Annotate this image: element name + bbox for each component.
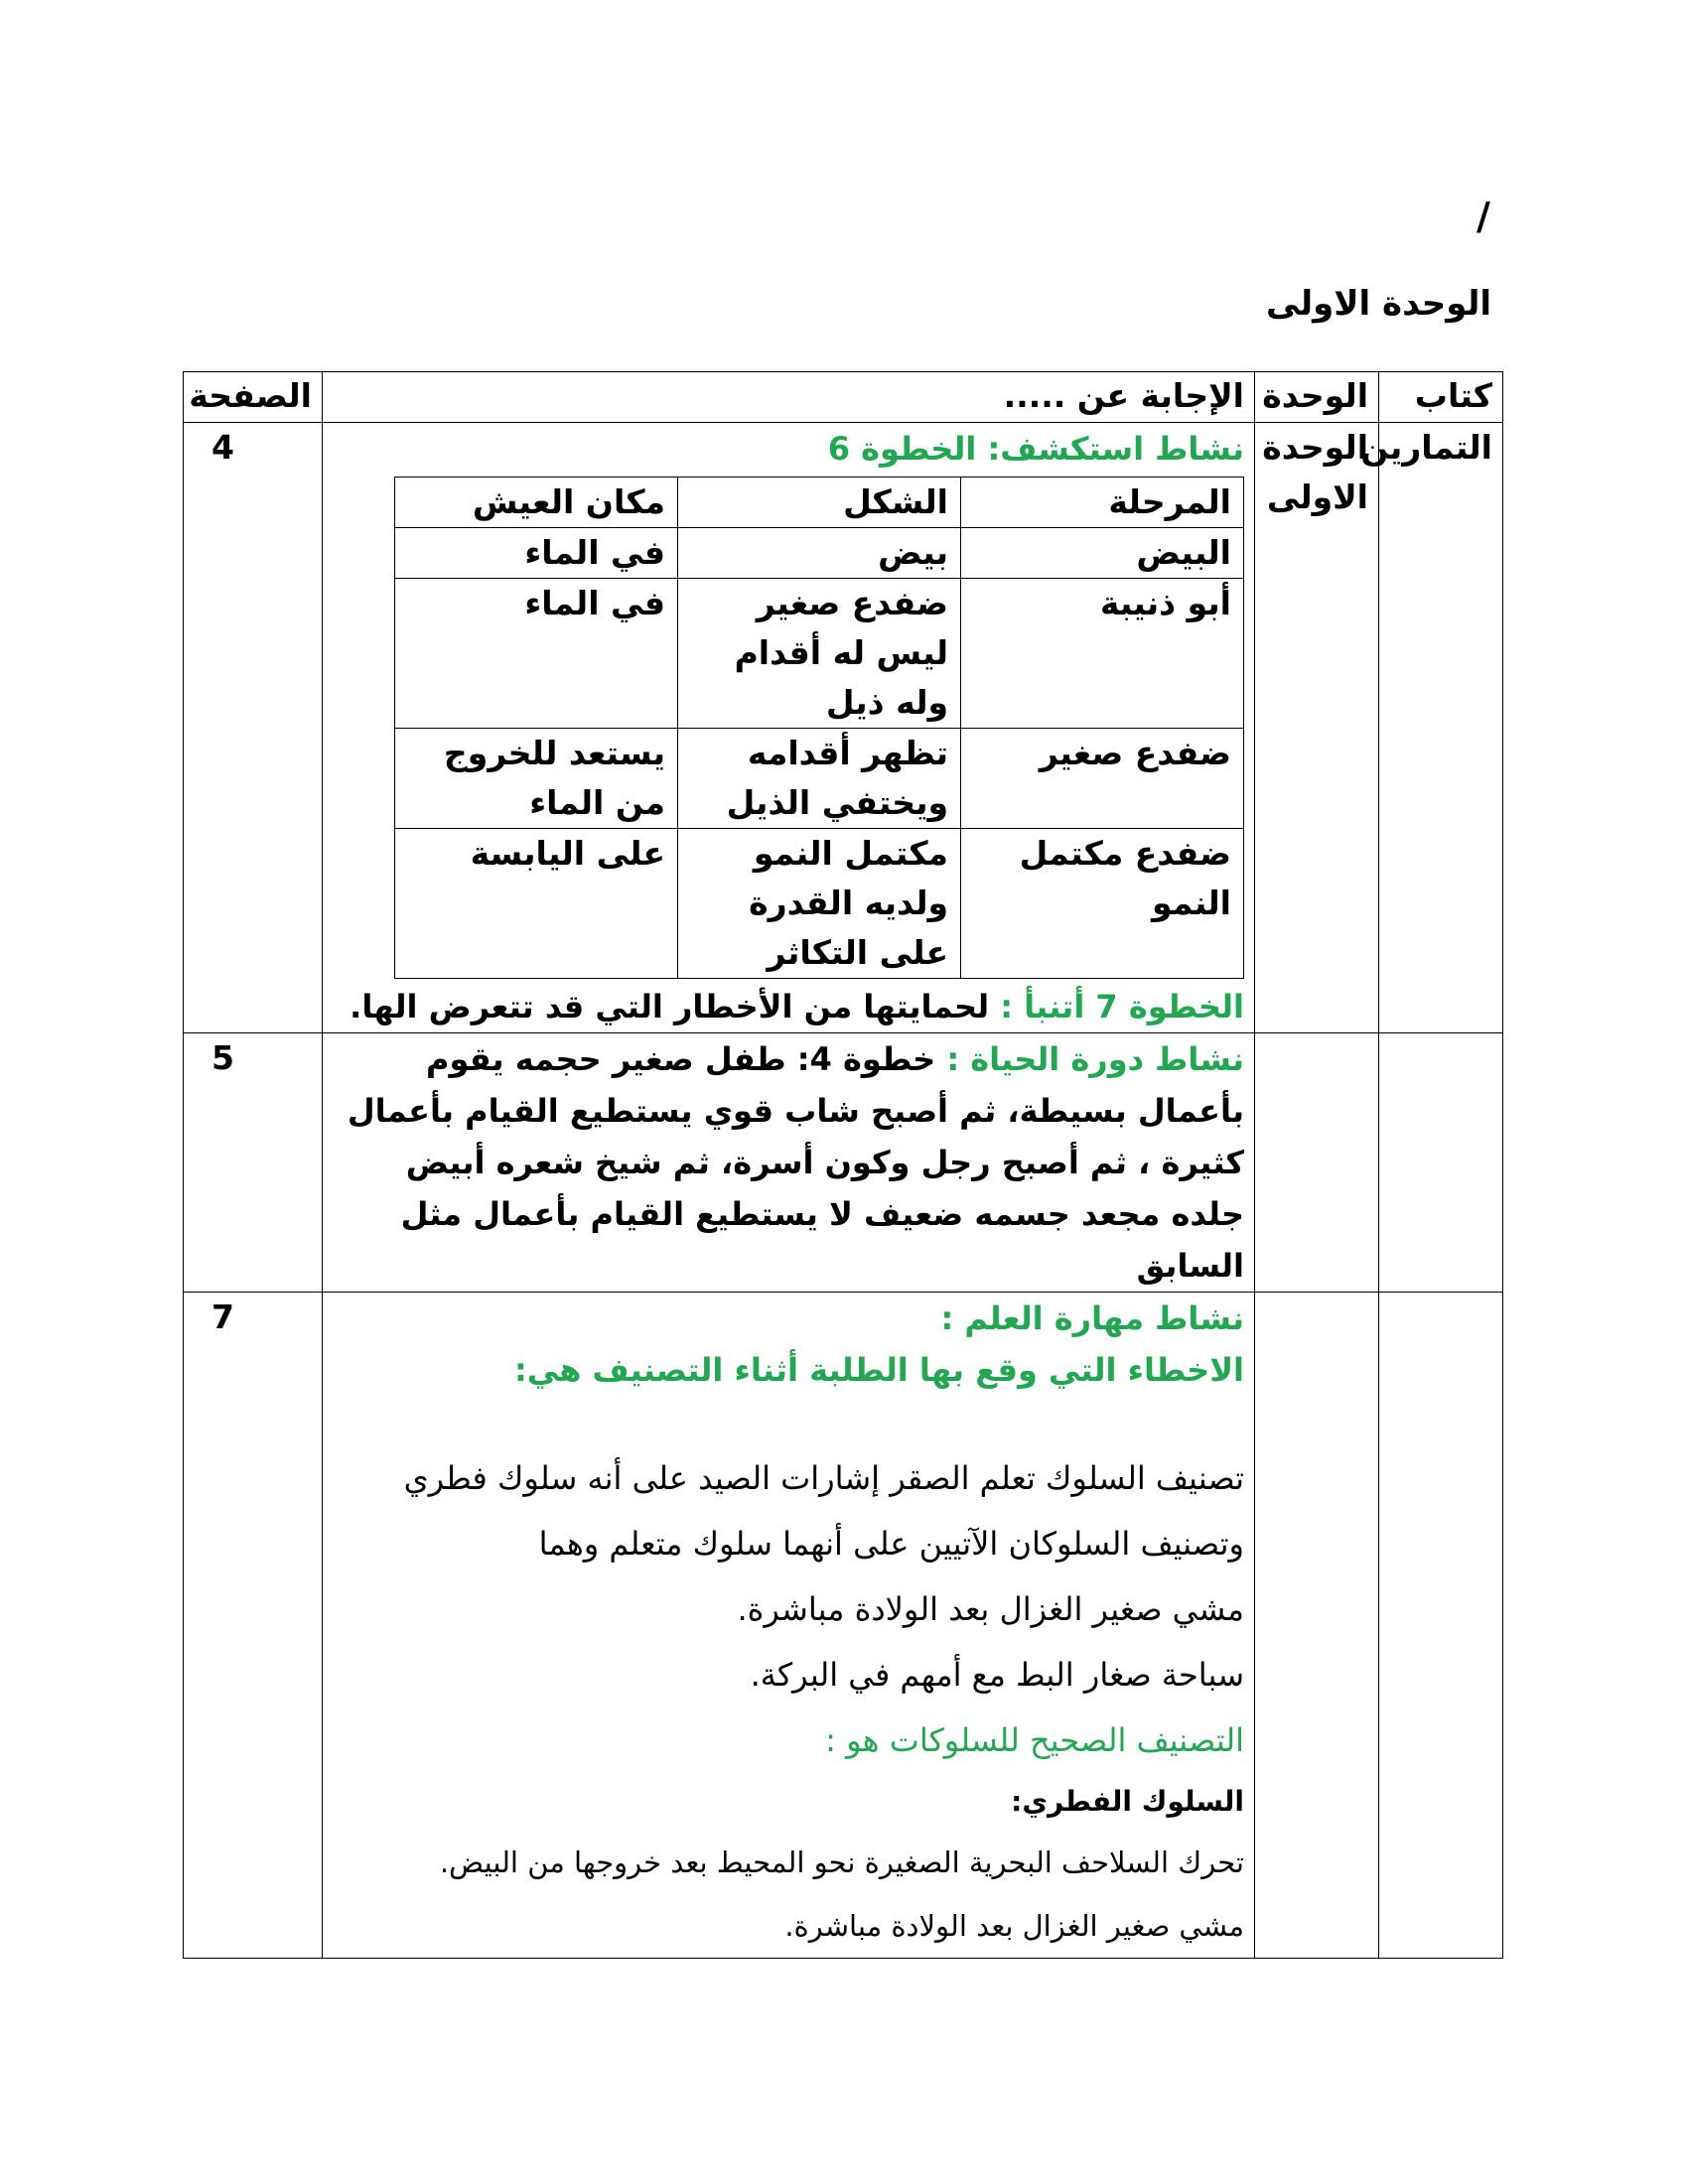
activity-title: نشاط استكشف: الخطوة 6 — [827, 430, 1244, 468]
innate-item: تحرك السلاحف البحرية الصغيرة نحو المحيط بعد خروجها من البيض. — [439, 1845, 1244, 1879]
errors-text: تصنيف السلوك تعلم الصقر إشارات الصيد على أنه سلوك فطري وتصنيف السلوكان الآتيين على أنهما سلوك متعلم وهما — [403, 1459, 1244, 1563]
lifecycle-header-cell: المرحلة — [961, 478, 1244, 528]
lifecycle-header-cell: مكان العيش — [395, 478, 678, 528]
errors-title: الاخطاء التي وقع بها الطلبة أثناء التصنيف هي: — [514, 1351, 1244, 1389]
lifecycle-cell: ضفدع صغير — [961, 729, 1244, 829]
table-row — [184, 1293, 1503, 1959]
lifecycle-cell: البيض — [961, 528, 1244, 579]
innate-item: مشي صغير الغزال بعد الولادة مباشرة. — [784, 1909, 1244, 1943]
step7-text: لحمايتها من الأخطار التي قد تتعرض الها. — [350, 988, 990, 1025]
page-cell: 4 — [184, 423, 323, 1033]
unit-cell — [1255, 1033, 1379, 1293]
activity-label: نشاط دورة الحياة : — [946, 1040, 1244, 1078]
lifecycle-cell: بيض — [678, 528, 961, 579]
lifecycle-cell: أبو ذنيبة — [961, 579, 1244, 729]
book-cell — [1379, 1033, 1503, 1293]
header-row — [184, 372, 1503, 423]
page-cell: 5 — [184, 1033, 323, 1293]
answers-table — [183, 371, 1503, 1959]
lifecycle-cell: في الماء — [395, 528, 678, 579]
lifecycle-header-row — [395, 478, 1244, 528]
lifecycle-row — [395, 829, 1244, 979]
step7-line — [333, 981, 1244, 1032]
unit-cell — [1255, 1293, 1379, 1959]
lifecycle-row — [395, 579, 1244, 729]
header-book: كتاب — [1379, 372, 1503, 423]
lifecycle-cell: مكتمل النمو ولديه القدرة على التكاثر — [678, 829, 961, 979]
page-heading: الوحدة الاولى — [1265, 284, 1491, 324]
unit-cell: الوحدة الاولى — [1255, 423, 1379, 1033]
page-cell: 7 — [184, 1293, 323, 1959]
header-unit: الوحدة — [1255, 372, 1379, 423]
answer-cell — [323, 1293, 1255, 1959]
step7-label: الخطوة 7 أتنبأ : — [1000, 988, 1244, 1025]
table-row — [184, 423, 1503, 1033]
lifecycle-cell: في الماء — [395, 579, 678, 729]
lifecycle-cell: يستعد للخروج من الماء — [395, 729, 678, 829]
book-cell — [1379, 1293, 1503, 1959]
lifecycle-cell: ضفدع صغير ليس له أقدام وله ذيل — [678, 579, 961, 729]
lifecycle-table — [394, 477, 1244, 979]
header-answer: الإجابة عن ..... — [323, 372, 1255, 423]
correct-title: التصنيف الصحيح للسلوكات هو : — [825, 1721, 1244, 1759]
top-mark: / — [1477, 195, 1490, 238]
lifecycle-cell: تظهر أقدامه ويختفي الذيل — [678, 729, 961, 829]
life-cycle-activity — [333, 1033, 1244, 1292]
error-item: مشي صغير الغزال بعد الولادة مباشرة. — [737, 1590, 1244, 1628]
lifecycle-row — [395, 528, 1244, 579]
lifecycle-cell: ضفدع مكتمل النمو — [961, 829, 1244, 979]
innate-label: السلوك الفطري: — [1011, 1785, 1244, 1818]
error-item: سباحة صغار البط مع أمهم في البركة. — [750, 1656, 1244, 1694]
lifecycle-cell: على اليابسة — [395, 829, 678, 979]
activity-title: نشاط مهارة العلم : — [940, 1299, 1244, 1337]
lifecycle-row — [395, 729, 1244, 829]
header-page: الصفحة — [184, 372, 323, 423]
table-row — [184, 1033, 1503, 1293]
lifecycle-header-cell: الشكل — [678, 478, 961, 528]
book-cell: التمارين — [1379, 423, 1503, 1033]
answer-cell — [323, 423, 1255, 1033]
activity-text: خطوة 4: طفل صغير حجمه يقوم بأعمال بسيطة، ثم أصبح شاب قوي يستطيع القيام بأعمال كثيرة ، ثم أصبح رجل وكون أسرة، ثم شيخ شعره أبيض جلده مجعد جسمه ضعيف لا يستطيع القيام بأعمال مثل السابق — [347, 1040, 1244, 1285]
answer-cell — [323, 1033, 1255, 1293]
